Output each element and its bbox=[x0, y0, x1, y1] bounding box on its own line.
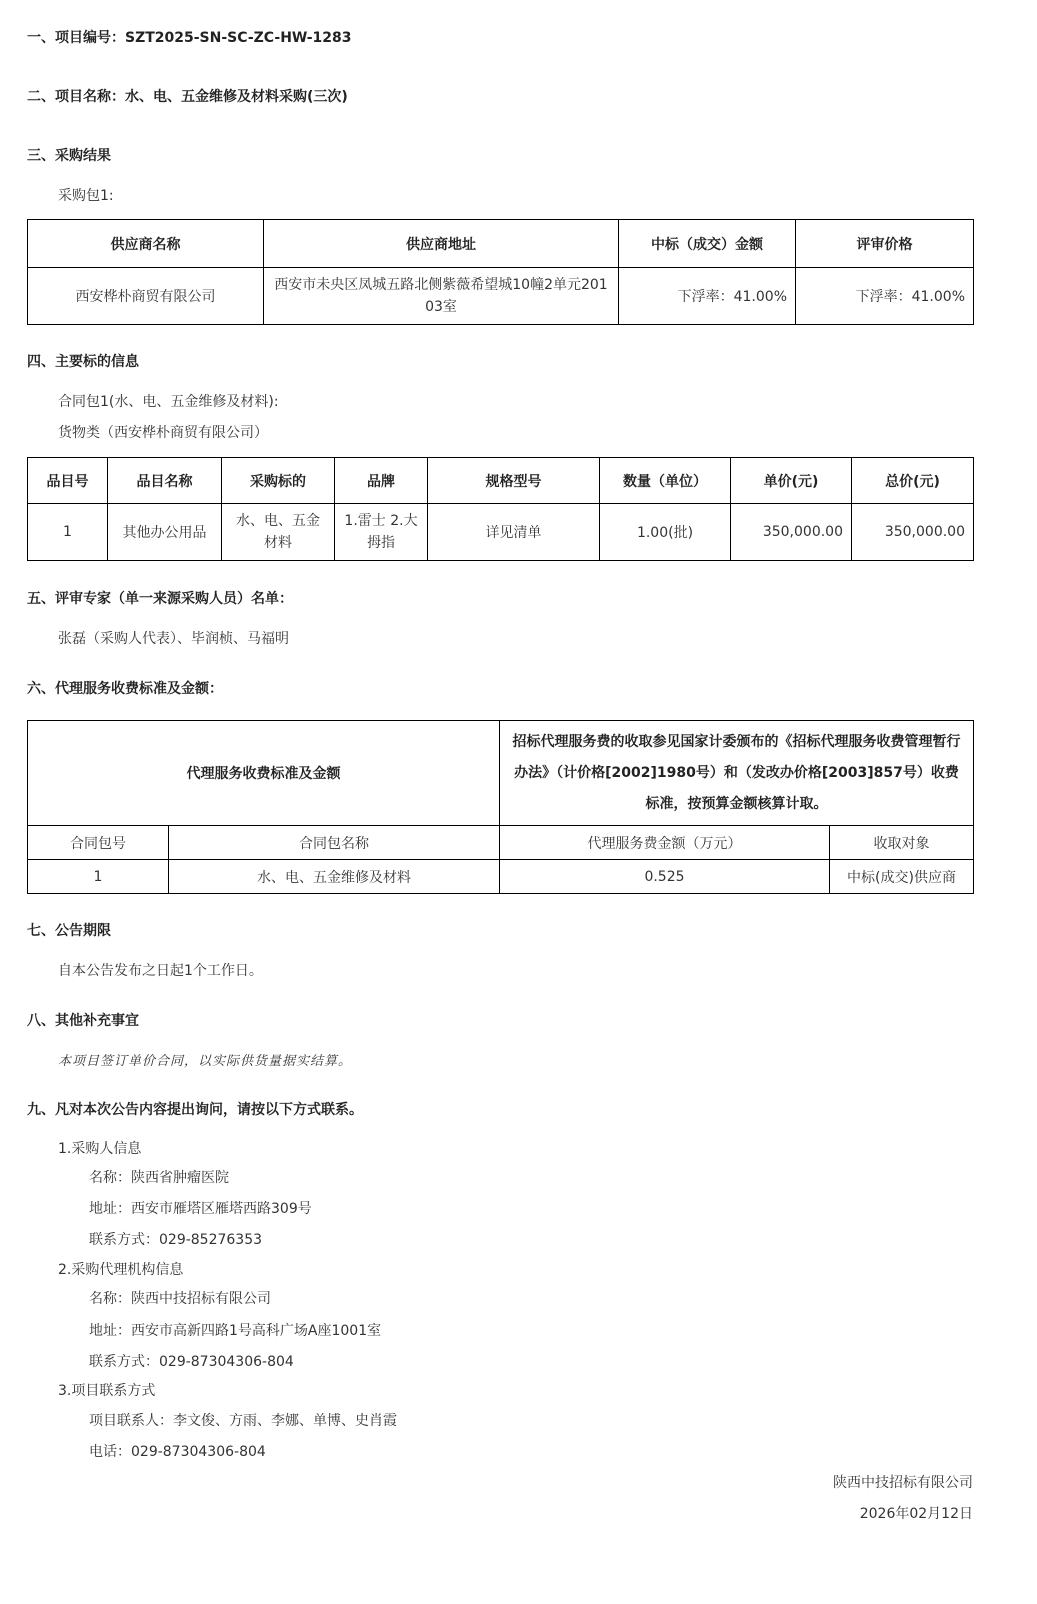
col-contract-no: 合同包号 bbox=[28, 826, 169, 860]
fee-contract-no: 1 bbox=[28, 860, 169, 894]
item-brand: 1.雷士 2.大拇指 bbox=[335, 504, 428, 561]
buyer-title: 1.采购人信息 bbox=[58, 1141, 142, 1157]
buyer-name: 名称：陕西省肿瘤医院 bbox=[89, 1170, 229, 1186]
item-unit-price: 350,000.00 bbox=[731, 504, 852, 561]
item-total-price: 350,000.00 bbox=[852, 504, 974, 561]
fee-table bbox=[27, 720, 974, 894]
col-quantity: 数量（单位） bbox=[600, 458, 731, 504]
col-fee-amount: 代理服务费金额（万元） bbox=[500, 826, 830, 860]
project-contact-people: 项目联系人：李文俊、方雨、李娜、单博、史肖霞 bbox=[89, 1413, 397, 1429]
experts-heading: 五、评审专家（单一来源采购人员）名单： bbox=[27, 591, 293, 607]
supplement-text: 本项目签订单价合同，以实际供货量据实结算。 bbox=[58, 1054, 353, 1069]
experts-list: 张磊（采购人代表）、毕润桢、马福明 bbox=[58, 631, 289, 647]
project-contact-phone: 电话：029-87304306-804 bbox=[89, 1444, 266, 1460]
col-review-price: 评审价格 bbox=[796, 220, 974, 268]
fee-standard-text: 招标代理服务费的收取参见国家计委颁布的《招标代理服务收费管理暂行办法》（计价格[2002]1980号）和（发改办价格[2003]857号）收费标准，按预算金额核算计取。 bbox=[500, 721, 974, 826]
procurement-result-heading: 三、采购结果 bbox=[27, 148, 111, 164]
project-name-heading: 二、项目名称：水、电、五金维修及材料采购(三次) bbox=[27, 89, 348, 105]
period-text: 自本公告发布之日起1个工作日。 bbox=[58, 963, 263, 979]
col-subject: 采购标的 bbox=[222, 458, 335, 504]
category-label: 货物类（西安桦朴商贸有限公司） bbox=[58, 425, 268, 441]
col-award-amount: 中标（成交）金额 bbox=[619, 220, 796, 268]
col-fee-payer: 收取对象 bbox=[830, 826, 974, 860]
agency-address: 地址：西安市高新四路1号高科广场A座1001室 bbox=[89, 1323, 382, 1339]
col-contract-name: 合同包名称 bbox=[169, 826, 500, 860]
buyer-address: 地址：西安市雁塔区雁塔西路309号 bbox=[89, 1201, 312, 1217]
item-quantity: 1.00(批) bbox=[600, 504, 731, 561]
footer-org: 陕西中技招标有限公司 bbox=[833, 1475, 973, 1491]
col-total-price: 总价(元) bbox=[852, 458, 974, 504]
fee-payer: 中标(成交)供应商 bbox=[830, 860, 974, 894]
col-unit-price: 单价(元) bbox=[731, 458, 852, 504]
project-number-heading: 一、项目编号：SZT2025-SN-SC-ZC-HW-1283 bbox=[27, 30, 352, 46]
review-price: 下浮率：41.00% bbox=[796, 268, 974, 325]
subject-table bbox=[27, 457, 974, 561]
col-item-no: 品目号 bbox=[28, 458, 108, 504]
agency-title: 2.采购代理机构信息 bbox=[58, 1262, 184, 1278]
package-label: 采购包1: bbox=[58, 188, 114, 204]
fee-amount: 0.525 bbox=[500, 860, 830, 894]
subject-info-heading: 四、主要标的信息 bbox=[27, 354, 139, 370]
col-brand: 品牌 bbox=[335, 458, 428, 504]
item-spec: 详见清单 bbox=[428, 504, 600, 561]
supplier-address: 西安市未央区凤城五路北侧紫薇希望城10幢2单元20103室 bbox=[264, 268, 619, 325]
col-item-name: 品目名称 bbox=[108, 458, 222, 504]
supplement-heading: 八、其他补充事宜 bbox=[27, 1013, 139, 1029]
contract-package-label: 合同包1(水、电、五金维修及材料): bbox=[58, 394, 279, 410]
col-supplier-address: 供应商地址 bbox=[264, 220, 619, 268]
period-heading: 七、公告期限 bbox=[27, 923, 111, 939]
buyer-phone: 联系方式：029-85276353 bbox=[89, 1232, 263, 1248]
agency-name: 名称：陕西中技招标有限公司 bbox=[89, 1291, 271, 1307]
footer-date: 2026年02月12日 bbox=[859, 1506, 973, 1522]
result-table bbox=[27, 219, 974, 325]
contact-heading: 九、凡对本次公告内容提出询问，请按以下方式联系。 bbox=[27, 1102, 363, 1118]
agency-phone: 联系方式：029-87304306-804 bbox=[89, 1354, 294, 1370]
item-subject: 水、电、五金材料 bbox=[222, 504, 335, 561]
project-contact-title: 3.项目联系方式 bbox=[58, 1383, 156, 1399]
supplier-name: 西安桦朴商贸有限公司 bbox=[28, 268, 264, 325]
item-no: 1 bbox=[28, 504, 108, 561]
col-supplier-name: 供应商名称 bbox=[28, 220, 264, 268]
fee-contract-name: 水、电、五金维修及材料 bbox=[169, 860, 500, 894]
fee-standard-label: 代理服务收费标准及金额 bbox=[28, 721, 500, 826]
col-spec: 规格型号 bbox=[428, 458, 600, 504]
fee-heading: 六、代理服务收费标准及金额： bbox=[27, 681, 223, 697]
item-name: 其他办公用品 bbox=[108, 504, 222, 561]
award-amount: 下浮率：41.00% bbox=[619, 268, 796, 325]
